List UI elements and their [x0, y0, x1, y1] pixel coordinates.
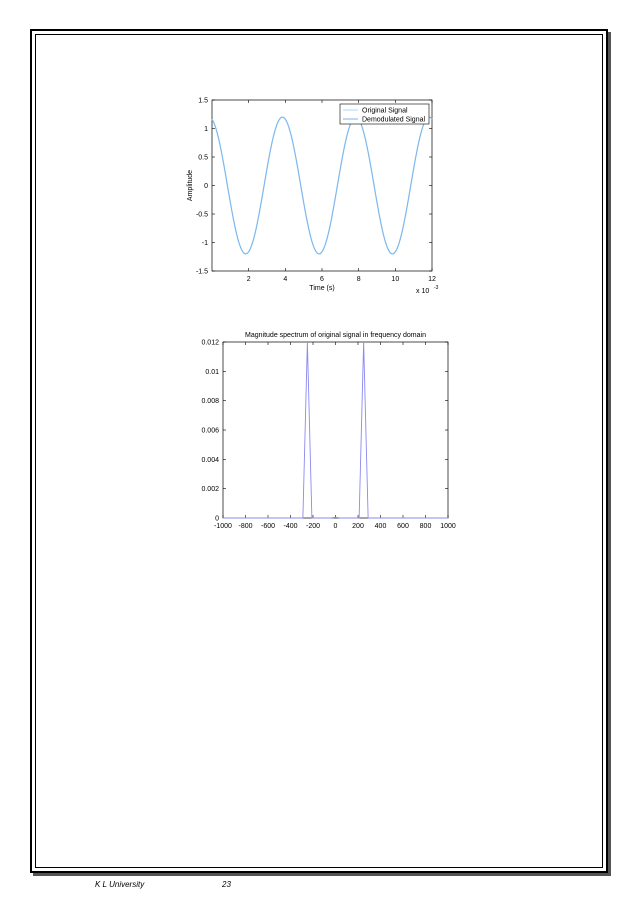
c1-x-tick-label: 12 [428, 276, 436, 283]
c2-x-tick-label: -200 [305, 523, 321, 530]
c1-legend-label-1: Demodulated Signal [362, 116, 426, 124]
c2-x-tick-label: 0 [333, 523, 338, 530]
c1-x-tick-label: 6 [320, 276, 324, 283]
c1-x-tick-label: 8 [356, 276, 361, 283]
c1-y-tick-label: -1.5 [195, 268, 208, 276]
c2-y-tick-label: 0.008 [201, 398, 219, 406]
c1-x-tick-label: 10 [391, 276, 400, 283]
c2-x-tick-label: -1000 [214, 523, 232, 530]
c2-x-tick-label: -800 [238, 523, 253, 530]
c1-x-axis-label: Time (s) [309, 285, 335, 292]
c2-chart-title: Magnitude spectrum of original signal in frequency domain [245, 332, 426, 339]
c2-x-tick-label: 400 [374, 523, 387, 530]
c2-y-tick-label: 0.002 [201, 486, 219, 494]
c1-y-tick-label: -0.5 [195, 211, 208, 219]
c1-y-tick-label: 0.5 [198, 154, 208, 162]
c1-x-exponent-label: x 10 [416, 288, 430, 295]
c2-y-tick-label: 0.01 [205, 368, 219, 376]
c1-x-tick-label: 4 [283, 276, 288, 283]
c2-x-tick-label: 200 [352, 523, 364, 530]
c2-y-tick-label: 0.004 [201, 456, 219, 464]
c2-x-tick-label: 800 [419, 523, 432, 530]
c1-y-tick-label: 0 [204, 183, 208, 190]
c1-x-exponent: -3 [434, 285, 439, 291]
c1-x-tick-label: 2 [246, 276, 251, 283]
c1-y-axis-label: Amplitude [187, 169, 194, 202]
c2-x-tick-label: -400 [283, 523, 298, 530]
footer-page-number: 23 [222, 880, 231, 889]
c1-y-tick-label: 1 [204, 126, 208, 133]
c2-y-tick-label: 0 [215, 515, 219, 523]
c2-y-tick-label: 0.006 [201, 427, 219, 435]
magnitude-spectrum-chart [195, 322, 465, 532]
c1-y-tick-label: 1.5 [198, 97, 208, 105]
c1-legend-label-0: Original Signal [362, 107, 408, 115]
c2-x-tick-label: 600 [397, 523, 409, 530]
footer-university: K L University [95, 880, 145, 889]
c2-x-tick-label: 1000 [440, 523, 456, 530]
c1-y-tick-label: -1 [201, 240, 208, 247]
c2-y-tick-label: 0.012 [201, 339, 219, 347]
c2-x-tick-label: -600 [260, 523, 276, 530]
c2-plot-area [223, 342, 448, 518]
time-domain-chart [180, 90, 450, 300]
